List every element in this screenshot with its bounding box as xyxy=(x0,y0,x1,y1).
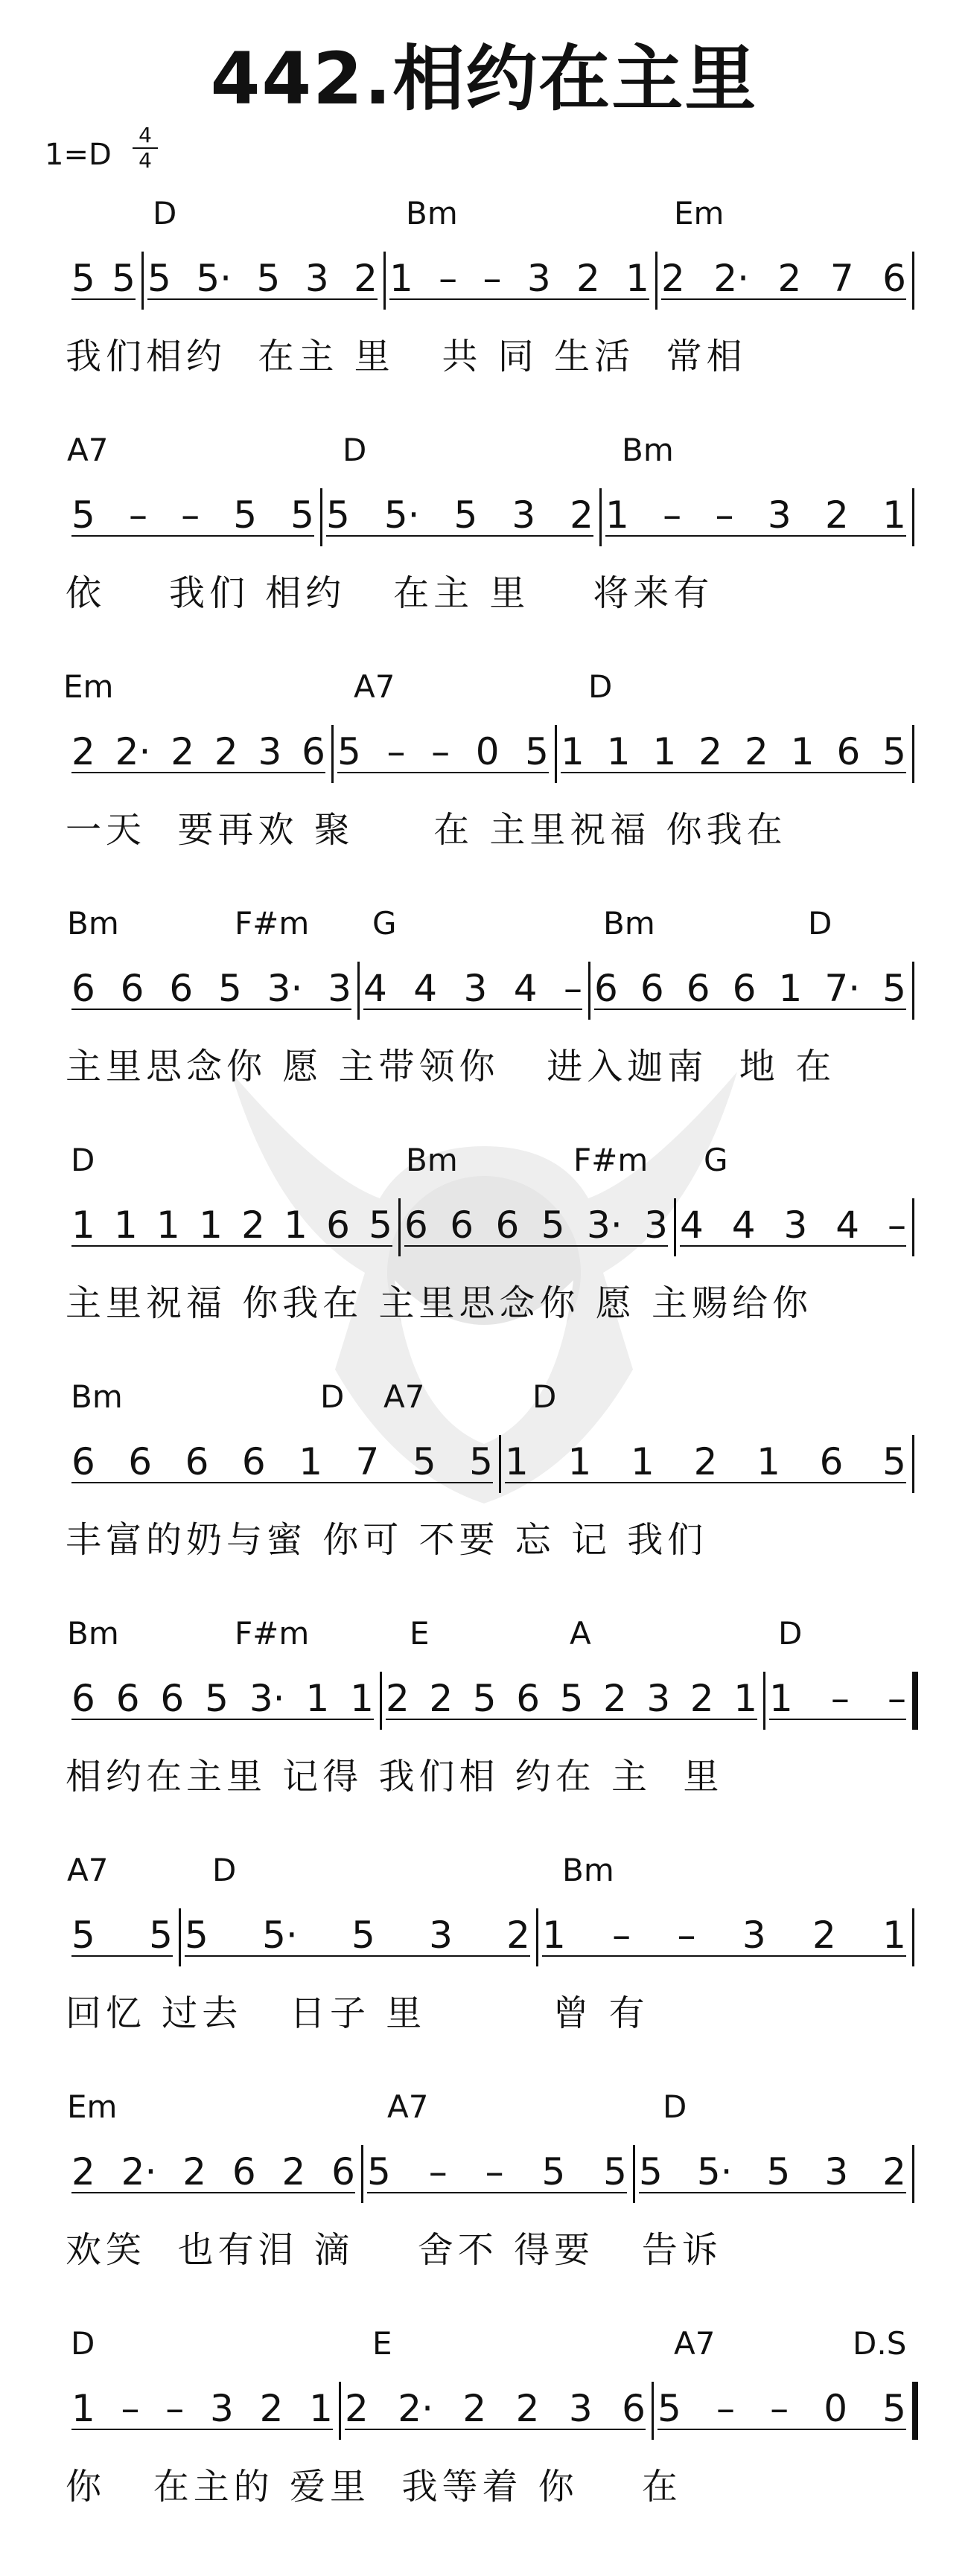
chord-symbol: Bm xyxy=(406,195,458,231)
bar-line xyxy=(652,2382,654,2440)
bar-line xyxy=(398,1198,401,1256)
notes-source xyxy=(0,0,1,1)
lyrics-line: 你 在主的 爱里 我等着 你 在 xyxy=(66,2466,682,2508)
music-system xyxy=(0,1133,968,1356)
notes-source xyxy=(0,0,1,1)
key-signature: 1=D xyxy=(45,138,112,172)
bar-line xyxy=(912,725,914,783)
lyrics-line: 主里思念你 愿 主带领你 进入迦南 地 在 xyxy=(66,1046,836,1087)
notes-source xyxy=(0,0,1,1)
notes-source xyxy=(0,0,1,1)
notes-measure: 1 – – 3 2 1 xyxy=(71,2387,333,2430)
bar-line xyxy=(912,2382,918,2440)
bar-line xyxy=(912,488,914,546)
chord-symbol: Em xyxy=(674,195,725,231)
notes-source xyxy=(0,0,1,1)
music-system xyxy=(0,2316,968,2540)
chord-symbol: A7 xyxy=(387,2088,429,2125)
bar-line xyxy=(633,2145,635,2203)
lyrics-line: 欢笑 也有泪 滴 舍不 得要 告诉 xyxy=(66,2229,722,2271)
chord-symbol: Bm xyxy=(622,432,674,468)
notes-measure: 5 5 xyxy=(71,1914,173,1957)
notes-measure: 4 4 3 4 – xyxy=(680,1204,906,1247)
bar-line xyxy=(912,1672,918,1730)
notes-measure: 2 2· 2 2 3 6 xyxy=(345,2387,646,2430)
notes-measure: 6 6 6 5 3· 3 xyxy=(404,1204,668,1247)
chord-symbol: D xyxy=(71,1142,95,1178)
chord-symbol: F#m xyxy=(235,905,310,942)
time-signature xyxy=(133,124,158,173)
notes-measure: 6 6 6 6 1 7· 5 xyxy=(594,967,906,1010)
bar-line xyxy=(380,1672,382,1730)
bar-line xyxy=(912,1198,914,1256)
notes-measure: 5 5· 5 3 2 xyxy=(326,493,593,537)
bar-line xyxy=(912,1908,914,1966)
lyrics-line: 相约在主里 记得 我们相 约在 主 里 xyxy=(66,1756,724,1797)
notes-measure: 6 6 6 5 3· 3 xyxy=(71,967,351,1010)
notes-measure: 5 5· 5 3 2 xyxy=(147,257,378,300)
chord-symbol: Bm xyxy=(67,905,119,942)
notes-measure: 6 6 6 5 3· 1 1 xyxy=(71,1677,374,1720)
notes-measure: 2 2· 2 7 6 xyxy=(661,257,906,300)
lyrics-line: 丰富的奶与蜜 你可 不要 忘 记 我们 xyxy=(66,1519,708,1561)
time-signature-bottom: 4 xyxy=(138,148,152,173)
chord-symbol: D xyxy=(153,195,177,231)
chord-symbol: Bm xyxy=(603,905,655,942)
bar-line xyxy=(599,488,602,546)
notes-measure: 1 – – xyxy=(769,1677,906,1720)
chord-symbol: D.S xyxy=(853,2325,907,2362)
song-title: 442.相约在主里 xyxy=(210,37,758,121)
notes-measure: 2 2 5 6 5 2 3 2 1 xyxy=(386,1677,757,1720)
bar-line xyxy=(383,252,386,310)
chord-symbol: A7 xyxy=(354,668,395,705)
chord-symbol: Em xyxy=(67,2088,118,2125)
notes-measure: 2 2· 2 2 3 6 xyxy=(71,730,325,773)
chord-symbol: D xyxy=(343,432,367,468)
notes-measure: 5 5· 5 3 2 xyxy=(185,1914,530,1957)
chord-symbol: Bm xyxy=(562,1852,614,1888)
chord-symbol: D xyxy=(588,668,613,705)
music-system xyxy=(0,1370,968,1593)
chord-symbol: D xyxy=(808,905,832,942)
bar-line xyxy=(912,2145,914,2203)
lyrics-line: 依 我们 相约 在主 里 将来有 xyxy=(66,572,714,614)
bar-line xyxy=(763,1672,765,1730)
chord-symbol: Bm xyxy=(67,1615,119,1652)
chord-symbol: G xyxy=(372,905,397,942)
notes-measure: 5 – – 5 5 xyxy=(367,2150,627,2193)
bar-line xyxy=(141,252,144,310)
lyrics-line: 一天 要再欢 聚 在 主里祝福 你我在 xyxy=(66,809,787,851)
chord-symbol: D xyxy=(663,2088,687,2125)
notes-measure: 1 – – 3 2 1 xyxy=(389,257,649,300)
bar-line xyxy=(357,962,360,1020)
notes-measure: 6 6 6 6 1 7 5 5 xyxy=(71,1440,493,1483)
chord-symbol: A7 xyxy=(67,432,109,468)
chord-symbol: E xyxy=(372,2325,392,2362)
chord-symbol: A7 xyxy=(383,1378,425,1415)
notes-source xyxy=(0,0,1,1)
chord-symbol: F#m xyxy=(235,1615,310,1652)
lyrics-line: 主里祝福 你我在 主里思念你 愿 主赐给你 xyxy=(66,1282,813,1324)
chord-symbol: A7 xyxy=(67,1852,109,1888)
bar-line xyxy=(320,488,322,546)
chord-symbol: D xyxy=(71,2325,95,2362)
chord-symbol: D xyxy=(778,1615,803,1652)
notes-measure: 4 4 3 4 – xyxy=(363,967,582,1010)
music-system xyxy=(0,423,968,646)
chord-symbol: E xyxy=(410,1615,430,1652)
music-system xyxy=(0,896,968,1119)
bar-line xyxy=(555,725,557,783)
chord-symbol: A7 xyxy=(674,2325,716,2362)
music-system xyxy=(0,1606,968,1829)
music-system xyxy=(0,186,968,409)
bar-line xyxy=(912,252,914,310)
bar-line xyxy=(536,1908,538,1966)
music-system xyxy=(0,659,968,883)
notes-measure: 1 1 1 2 2 1 6 5 xyxy=(561,730,906,773)
notes-source xyxy=(0,0,1,1)
notes-measure: 5 – – 5 5 xyxy=(71,493,314,537)
bar-line xyxy=(674,1198,676,1256)
chord-symbol: Bm xyxy=(406,1142,458,1178)
notes-source xyxy=(0,0,1,1)
chord-symbol: F#m xyxy=(573,1142,649,1178)
notes-measure: 5 – – 0 5 xyxy=(657,2387,906,2430)
notes-source xyxy=(0,0,1,1)
bar-line xyxy=(655,252,657,310)
bar-line xyxy=(361,2145,363,2203)
bar-line xyxy=(912,1435,914,1493)
bar-line xyxy=(588,962,590,1020)
notes-measure: 5 5 xyxy=(71,257,136,300)
chord-symbol: Bm xyxy=(71,1378,123,1415)
chord-symbol: G xyxy=(704,1142,728,1178)
lyrics-line: 我们相约 在主 里 共 同 生活 常相 xyxy=(66,336,747,377)
chord-symbol: D xyxy=(212,1852,237,1888)
lyrics-line: 回忆 过去 日子 里 曾 有 xyxy=(66,1992,649,2034)
chord-symbol: A xyxy=(570,1615,591,1652)
chord-symbol: D xyxy=(532,1378,557,1415)
bar-line xyxy=(339,2382,341,2440)
notes-measure: 5 5· 5 3 2 xyxy=(639,2150,906,2193)
bar-line xyxy=(912,962,914,1020)
music-system xyxy=(0,1843,968,2066)
bar-line xyxy=(179,1908,181,1966)
chord-symbol: D xyxy=(320,1378,345,1415)
notes-measure: 5 – – 0 5 xyxy=(337,730,549,773)
notes-measure: 1 1 1 1 2 1 6 5 xyxy=(71,1204,392,1247)
notes-measure: 1 – – 3 2 1 xyxy=(542,1914,906,1957)
notes-measure: 2 2· 2 6 2 6 xyxy=(71,2150,355,2193)
notes-source xyxy=(0,0,1,1)
music-system xyxy=(0,2080,968,2303)
bar-line xyxy=(499,1435,501,1493)
chord-symbol: Em xyxy=(63,668,114,705)
notes-measure: 1 1 1 2 1 6 5 xyxy=(505,1440,906,1483)
bar-line xyxy=(331,725,334,783)
time-signature-top: 4 xyxy=(133,124,158,149)
notes-measure: 1 – – 3 2 1 xyxy=(605,493,906,537)
